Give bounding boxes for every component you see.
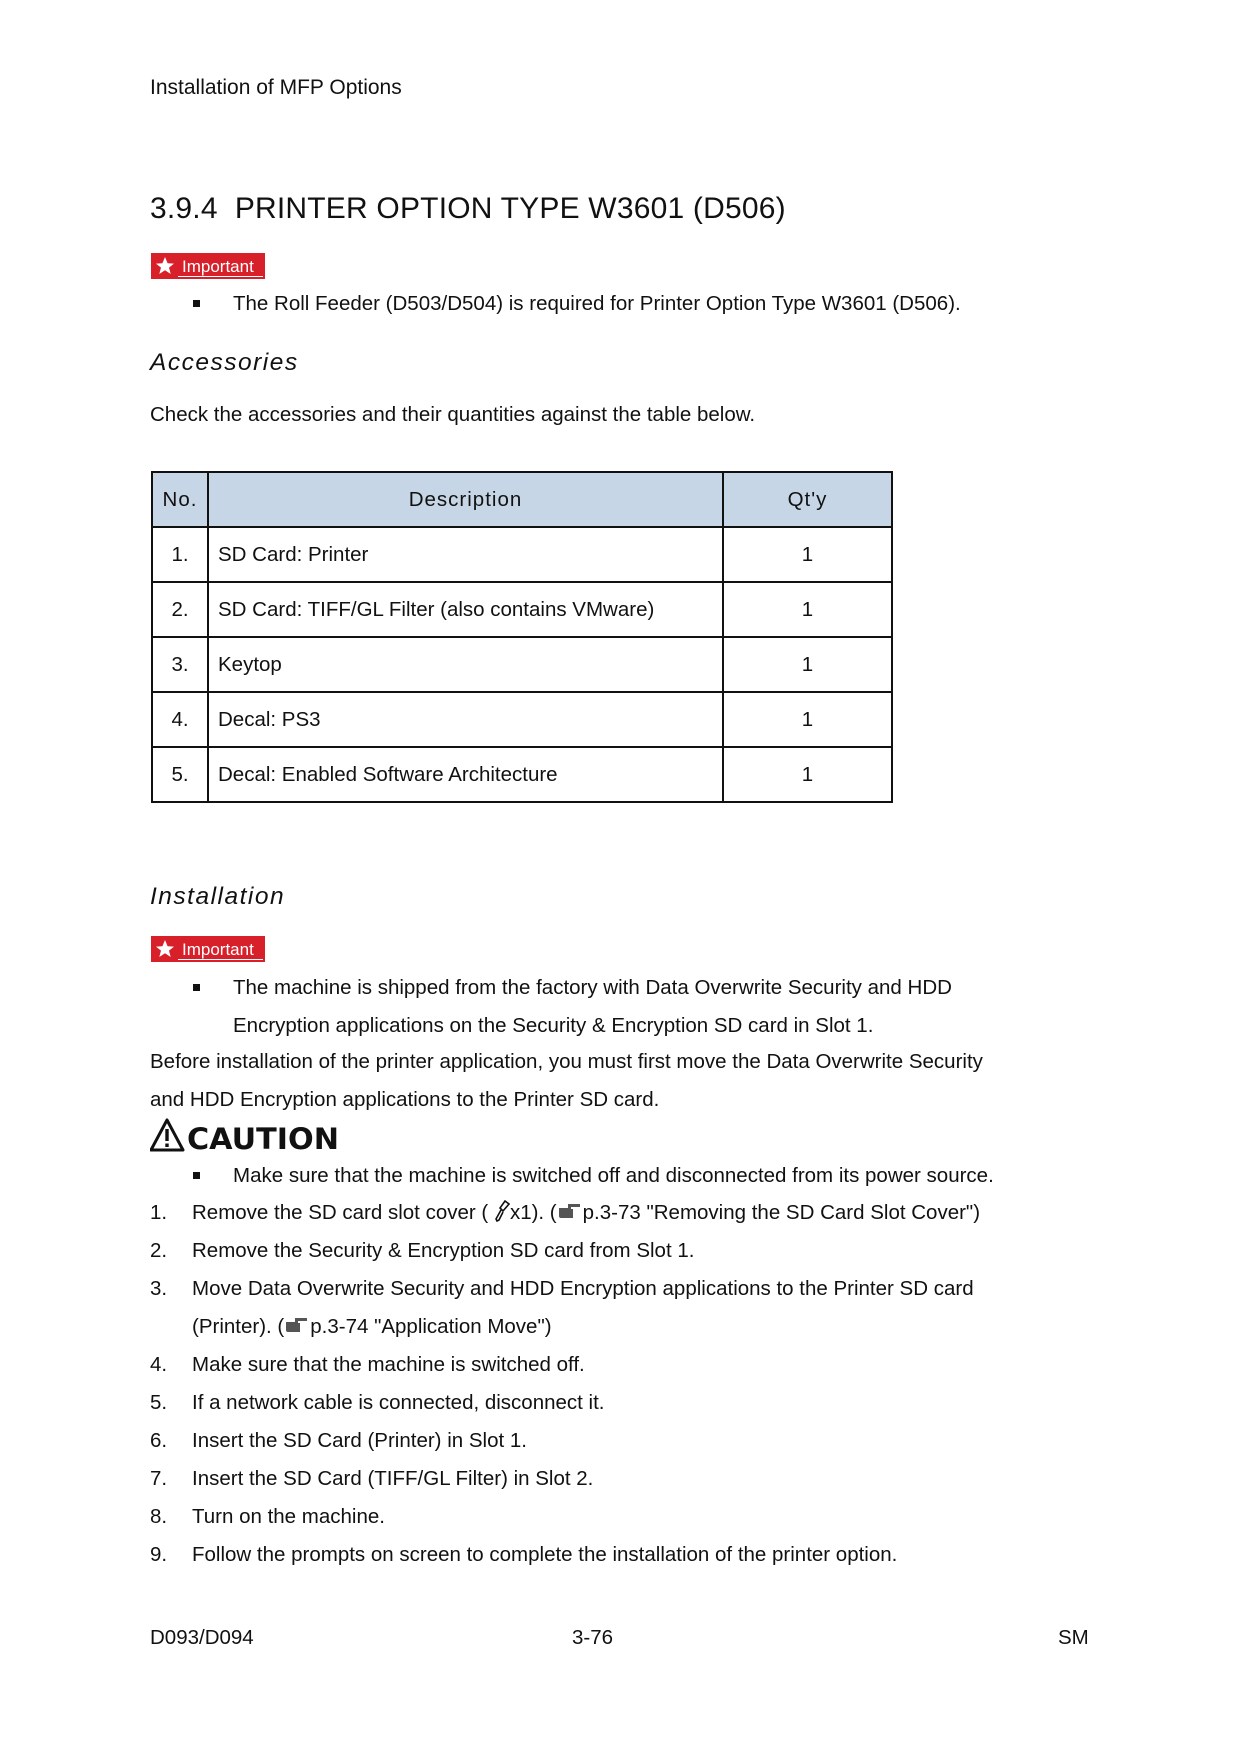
svg-text:CAUTION: CAUTION bbox=[187, 1122, 339, 1154]
step-4: 4. Make sure that the machine is switched off. bbox=[150, 1353, 585, 1376]
table-row: 2. SD Card: TIFF/GL Filter (also contains VMware) 1 bbox=[152, 582, 892, 637]
table-row: 4. Decal: PS3 1 bbox=[152, 692, 892, 747]
step-7: 7. Insert the SD Card (TIFF/GL Filter) in Slot 2. bbox=[150, 1467, 594, 1490]
bullet-square-icon bbox=[193, 1172, 200, 1179]
installation-heading: Installation bbox=[150, 883, 286, 910]
step-5: 5. If a network cable is connected, disconnect it. bbox=[150, 1391, 605, 1414]
table-row: 3. Keytop 1 bbox=[152, 637, 892, 692]
table-row: 1. SD Card: Printer 1 bbox=[152, 527, 892, 582]
important-star-icon bbox=[151, 253, 265, 279]
step-3: 3. Move Data Overwrite Security and HDD Encryption applications to the Printer SD card (Printer). ( p.3-74 "Application Move") bbox=[150, 1277, 974, 1338]
bullet-square-icon bbox=[193, 984, 200, 991]
footer-sm: SM bbox=[1058, 1626, 1089, 1649]
accessories-table bbox=[151, 471, 893, 803]
installation-para-line2: and HDD Encryption applications to the Printer SD card. bbox=[150, 1088, 660, 1111]
pointing-hand-icon bbox=[284, 1314, 310, 1336]
step-8: 8. Turn on the machine. bbox=[150, 1505, 385, 1528]
important-star-icon bbox=[151, 936, 265, 962]
step-1: 1. Remove the SD card slot cover ( x1). ( p.3-73 "Removing the SD Card Slot Cover") bbox=[150, 1201, 981, 1224]
important-badge bbox=[151, 936, 265, 962]
col-header-qty: Qt'y bbox=[723, 472, 892, 527]
screwdriver-icon bbox=[494, 1200, 510, 1222]
svg-text:Important: Important bbox=[182, 940, 254, 959]
accessories-intro: Check the accessories and their quantities against the table below. bbox=[150, 403, 756, 426]
warning-triangle-icon bbox=[150, 1118, 342, 1154]
col-header-description: Description bbox=[208, 472, 723, 527]
installation-steps bbox=[150, 1194, 1100, 1574]
footer-page-number: 3-76 bbox=[572, 1626, 614, 1649]
installation-para-line1: Before installation of the printer application, you must first move the Data Overwrite Security bbox=[150, 1050, 983, 1073]
col-header-no: No. bbox=[152, 472, 208, 527]
accessories-heading: Accessories bbox=[150, 349, 299, 376]
bullet-square-icon bbox=[193, 300, 200, 307]
table-row: 5. Decal: Enabled Software Architecture 1 bbox=[152, 747, 892, 802]
section-title-text: PRINTER OPTION TYPE W3601 (D506) bbox=[234, 192, 786, 225]
step-6: 6. Insert the SD Card (Printer) in Slot 1. bbox=[150, 1429, 527, 1452]
footer-model: D093/D094 bbox=[150, 1626, 254, 1649]
section-title bbox=[150, 192, 786, 226]
page-header: Installation of MFP Options bbox=[150, 76, 402, 99]
step-2: 2. Remove the Security & Encryption SD card from Slot 1. bbox=[150, 1239, 695, 1262]
important-badge bbox=[151, 253, 265, 279]
svg-text:Important: Important bbox=[182, 257, 254, 276]
section-number: 3.9.4 bbox=[150, 192, 218, 225]
table-header-row bbox=[152, 472, 892, 527]
step-9: 9. Follow the prompts on screen to complete the installation of the printer option. bbox=[150, 1543, 898, 1566]
important-bullet: The machine is shipped from the factory with Data Overwrite Security and HDD Encryption applications on the Security & Encryption SD card in Slot 1. bbox=[193, 969, 1093, 1045]
caution-label bbox=[150, 1118, 342, 1154]
pointing-hand-icon bbox=[557, 1200, 583, 1222]
